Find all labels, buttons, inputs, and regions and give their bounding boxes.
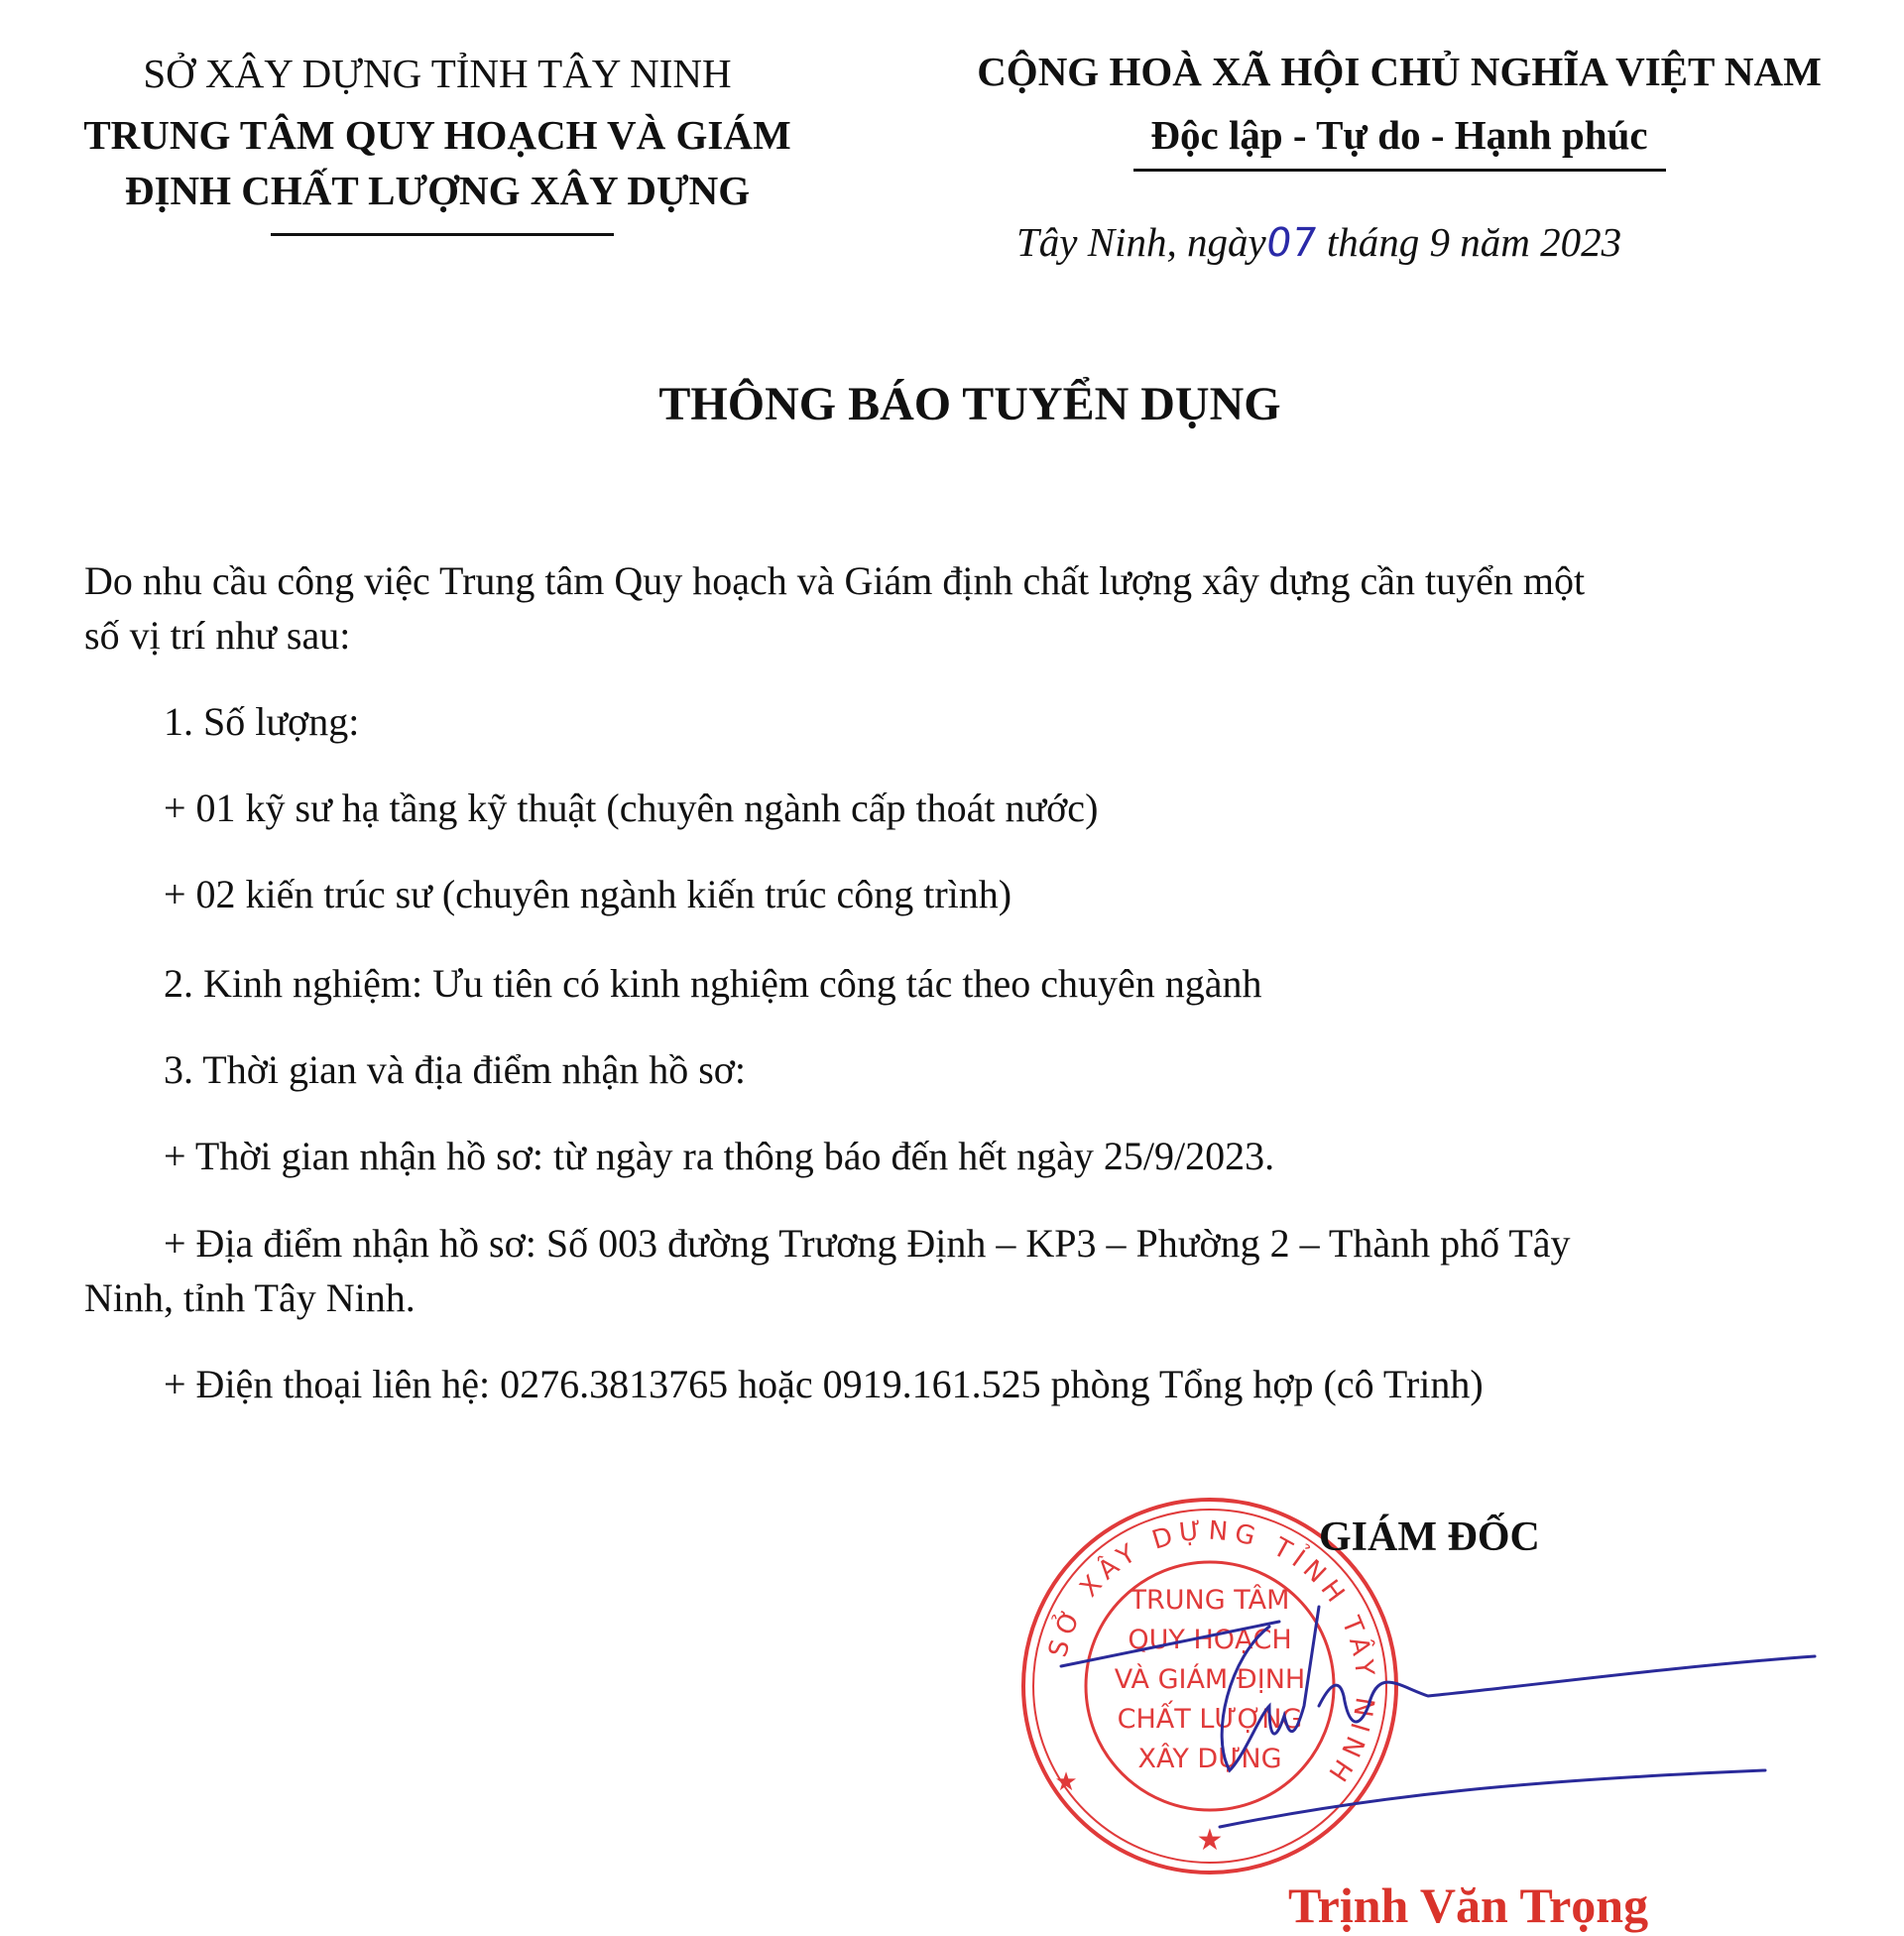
list-item: + Địa điểm nhận hồ sơ: Số 003 đường Trương Định – KP3 – Phường 2 – Thành phố Tây — [164, 1221, 1571, 1266]
svg-text:XÂY DỰNG: XÂY DỰNG — [1137, 1744, 1282, 1774]
svg-text:SỞ XÂY DỰNG TỈNH TÂY NINH: SỞ XÂY DỰNG TỈNH TÂY NINH — [1043, 1515, 1380, 1792]
svg-text:VÀ GIÁM ĐỊNH: VÀ GIÁM ĐỊNH — [1114, 1664, 1306, 1695]
page-title: THÔNG BÁO TUYỂN DỤNG — [658, 378, 1281, 430]
svg-text:QUY HOẠCH: QUY HOẠCH — [1128, 1625, 1292, 1655]
agency-name: SỞ XÂY DỰNG TỈNH TÂY NINH — [143, 51, 732, 96]
svg-text:CHẤT LƯỢNG: CHẤT LƯỢNG — [1117, 1704, 1303, 1735]
org-name-line2: ĐỊNH CHẤT LƯỢNG XÂY DỰNG — [124, 168, 751, 213]
intro-line1: Do nhu cầu công việc Trung tâm Quy hoạch và Giám định chất lượng xây dựng cần tuyển một — [84, 558, 1586, 603]
date-day-handwritten: 07 — [1262, 220, 1320, 266]
org-name-line1: TRUNG TÂM QUY HOẠCH VÀ GIÁM — [83, 112, 791, 158]
list-item: 3. Thời gian và địa điểm nhận hồ sơ: — [164, 1047, 747, 1092]
contact-phone: + Điện thoại liên hệ: 0276.3813765 hoặc 0919.161.525 phòng Tổng hợp (cô Trinh) — [164, 1362, 1484, 1406]
list-item: 1. Số lượng: — [164, 699, 360, 744]
motto: Độc lập - Tự do - Hạnh phúc — [1150, 112, 1648, 158]
svg-text:TRUNG TÂM: TRUNG TÂM — [1130, 1585, 1290, 1616]
svg-text:★: ★ — [1054, 1767, 1078, 1797]
date-place: Tây Ninh, ngày — [1016, 219, 1266, 265]
intro-line2: số vị trí như sau: — [84, 613, 351, 658]
address-continued: Ninh, tỉnh Tây Ninh. — [84, 1275, 416, 1320]
list-item: + Thời gian nhận hồ sơ: từ ngày ra thông báo đến hết ngày 25/9/2023. — [164, 1134, 1275, 1178]
list-item: 2. Kinh nghiệm: Ưu tiên có kinh nghiệm công tác theo chuyên ngành — [164, 961, 1262, 1006]
divider — [1133, 169, 1666, 172]
list-item: + 02 kiến trúc sư (chuyên ngành kiến trúc công trình) — [164, 872, 1012, 916]
signer-role: GIÁM ĐỐC — [1319, 1514, 1540, 1560]
handwritten-signature — [1031, 1567, 1825, 1865]
date-month-year: tháng 9 năm 2023 — [1326, 219, 1622, 265]
signer-name: Trịnh Văn Trọng — [1288, 1877, 1649, 1933]
svg-text:★: ★ — [1196, 1823, 1224, 1858]
list-item: + 01 kỹ sư hạ tầng kỹ thuật (chuyên ngành cấp thoát nước) — [164, 786, 1099, 830]
document-date — [1016, 218, 1621, 266]
nation-name: CỘNG HOÀ XÃ HỘI CHỦ NGHĨA VIỆT NAM — [977, 49, 1822, 94]
divider — [271, 233, 614, 236]
